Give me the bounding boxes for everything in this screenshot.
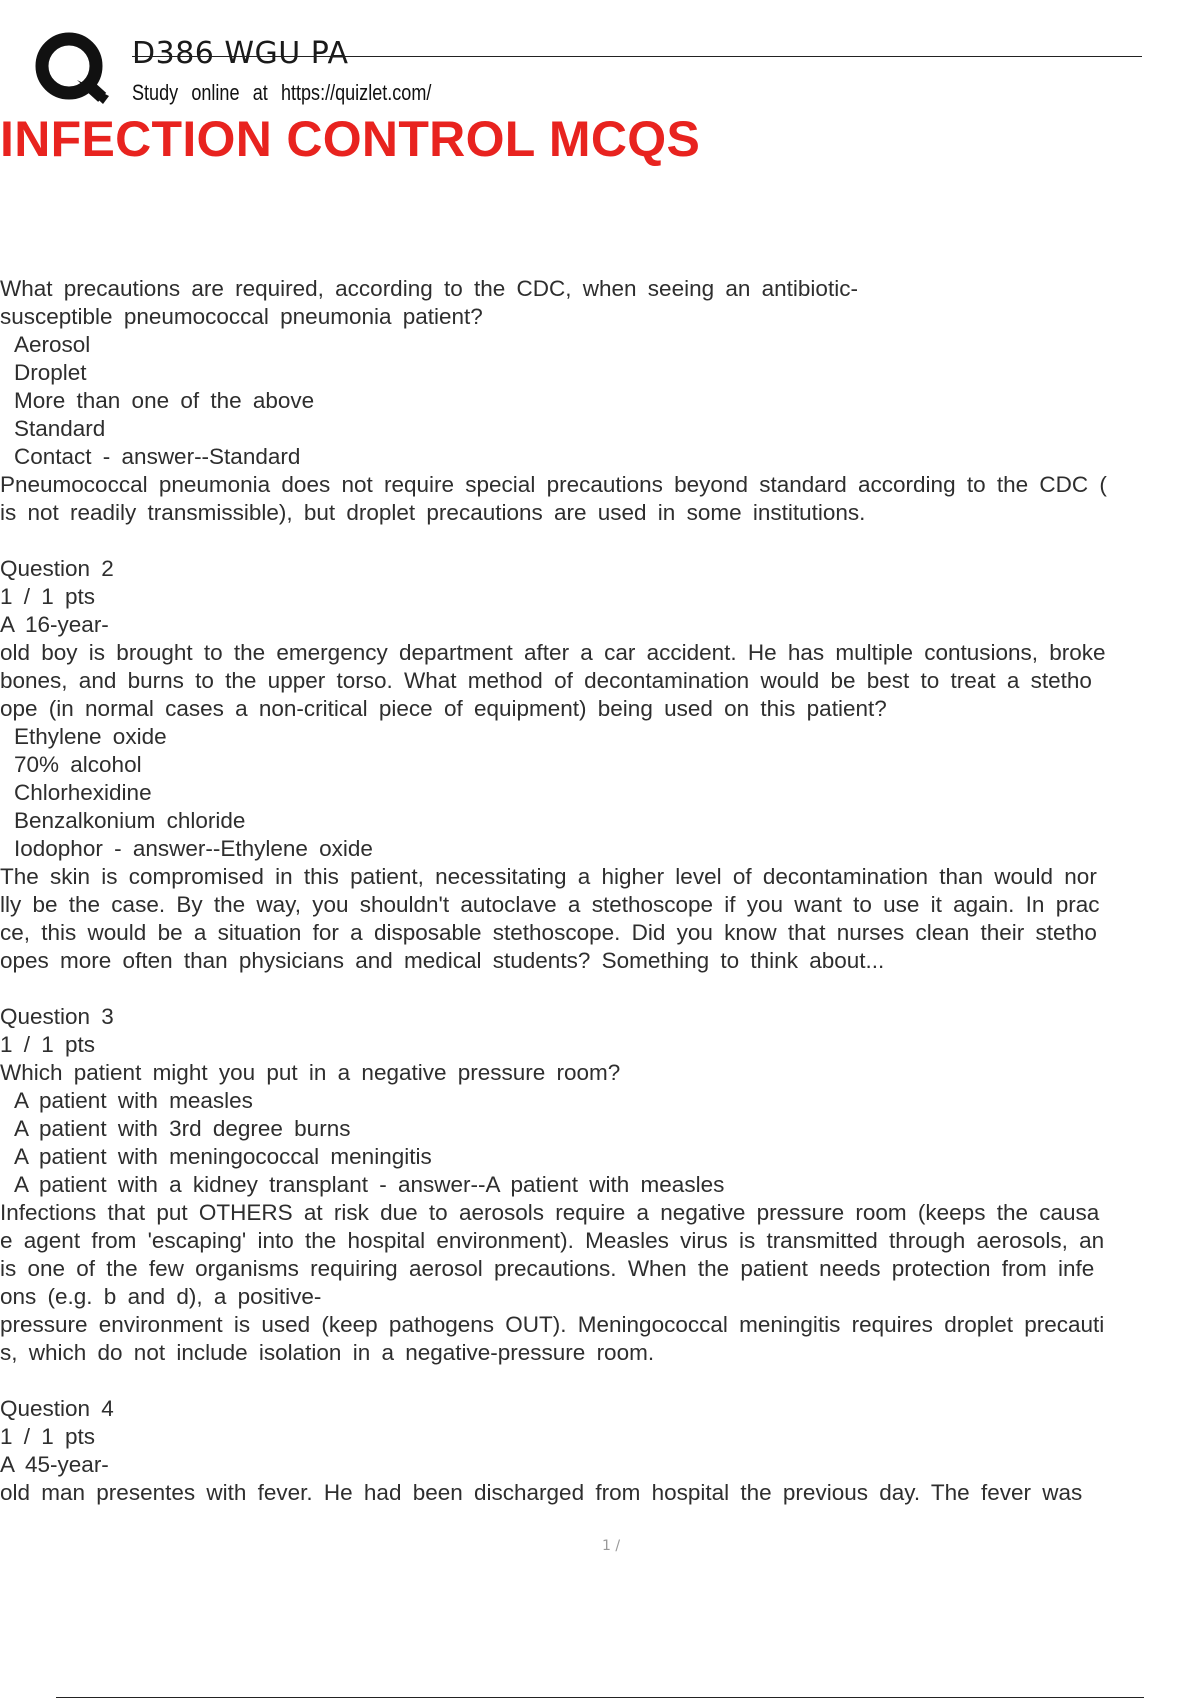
question-spacer — [0, 527, 1200, 555]
document-header — [0, 0, 1200, 120]
explanation-line: ce, this would be a situation for a disposable stethoscope. Did you know that nurses clean their stetho — [0, 920, 1097, 945]
question-block — [0, 1395, 1200, 1507]
explanation-line: lly be the case. By the way, you shouldn't autoclave a stethoscope if you want to use it again. In prac — [0, 892, 1100, 917]
question-text-line: What precautions are required, according to the CDC, when seeing an antibiotic- — [0, 276, 858, 301]
footer-divider — [56, 1697, 1144, 1698]
question-text-line: old man presentes with fever. He had been discharged from hospital the previous day. The fever was — [0, 1480, 1083, 1505]
question-text-line: Which patient might you put in a negative pressure room? — [0, 1060, 621, 1085]
page-number: 1 / — [602, 1538, 621, 1554]
explanation-line: pressure environment is used (keep pathogens OUT). Meningococcal meningitis requires droplet precauti — [0, 1312, 1105, 1337]
question-number: Question 4 — [0, 1396, 114, 1421]
explanation-line: is one of the few organisms requiring aerosol precautions. When the patient needs protection from infe — [0, 1256, 1095, 1281]
question-number: Question 2 — [0, 556, 114, 581]
question-text-line: old boy is brought to the emergency department after a car accident. He has multiple contusions, broke — [0, 640, 1106, 665]
answer-option: Benzalkonium chloride — [14, 808, 246, 833]
answer-option: More than one of the above — [14, 388, 315, 413]
answer-option: A patient with meningococcal meningitis — [14, 1144, 432, 1169]
question-text-line: A 45-year- — [0, 1452, 109, 1477]
explanation-line: The skin is compromised in this patient, necessitating a higher level of decontamination than would nor — [0, 864, 1097, 889]
question-number: Question 3 — [0, 1004, 114, 1029]
answer-option: Ethylene oxide — [14, 724, 167, 749]
explanation-line: is not readily transmissible), but droplet precautions are used in some institutions. — [0, 500, 866, 525]
answer-option: Droplet — [14, 360, 87, 385]
answer-option: 70% alcohol — [14, 752, 142, 777]
question-spacer — [0, 975, 1200, 1003]
question-block — [0, 555, 1200, 975]
explanation-line: s, which do not include isolation in a negative-pressure room. — [0, 1340, 655, 1365]
explanation-line: ons (e.g. b and d), a positive- — [0, 1284, 322, 1309]
question-block — [0, 275, 1200, 527]
question-text-line: bones, and burns to the upper torso. What method of decontamination would be best to treat a stetho — [0, 668, 1092, 693]
question-points: 1 / 1 pts — [0, 1032, 96, 1057]
explanation-line: Pneumococcal pneumonia does not require special precautions beyond standard according to the CDC ( — [0, 472, 1107, 497]
question-text-line: ope (in normal cases a non-critical piece of equipment) being used on this patient? — [0, 696, 887, 721]
answer-option: A patient with measles — [14, 1088, 253, 1113]
answer-option: A patient with 3rd degree burns — [14, 1116, 351, 1141]
header-divider — [132, 56, 1142, 57]
question-points: 1 / 1 pts — [0, 584, 96, 609]
explanation-line: e agent from 'escaping' into the hospital environment). Measles virus is transmitted through aerosols, an — [0, 1228, 1105, 1253]
question-list — [0, 275, 1200, 1525]
answer-option: Standard — [14, 416, 106, 441]
question-block — [0, 1003, 1200, 1367]
answer-option: Aerosol — [14, 332, 91, 357]
main-heading: INFECTION CONTROL MCQS — [0, 111, 701, 167]
question-text-line: A 16-year- — [0, 612, 109, 637]
question-text-line: susceptible pneumococcal pneumonia patient? — [0, 304, 483, 329]
study-online-text: Study online at https://quizlet.com/ — [132, 80, 432, 105]
explanation-line: opes more often than physicians and medical students? Something to think about... — [0, 948, 885, 973]
answer-option: A patient with a kidney transplant - answer--A patient with measles — [14, 1172, 725, 1197]
answer-option: Iodophor - answer--Ethylene oxide — [14, 836, 373, 861]
document-title: D386 WGU PA — [132, 36, 349, 71]
explanation-line: Infections that put OTHERS at risk due to aerosols require a negative pressure room (keeps the causa — [0, 1200, 1100, 1225]
quizlet-q-logo-icon — [33, 30, 111, 108]
question-spacer — [0, 1367, 1200, 1395]
answer-option: Contact - answer--Standard — [14, 444, 301, 469]
answer-option: Chlorhexidine — [14, 780, 152, 805]
question-points: 1 / 1 pts — [0, 1424, 96, 1449]
